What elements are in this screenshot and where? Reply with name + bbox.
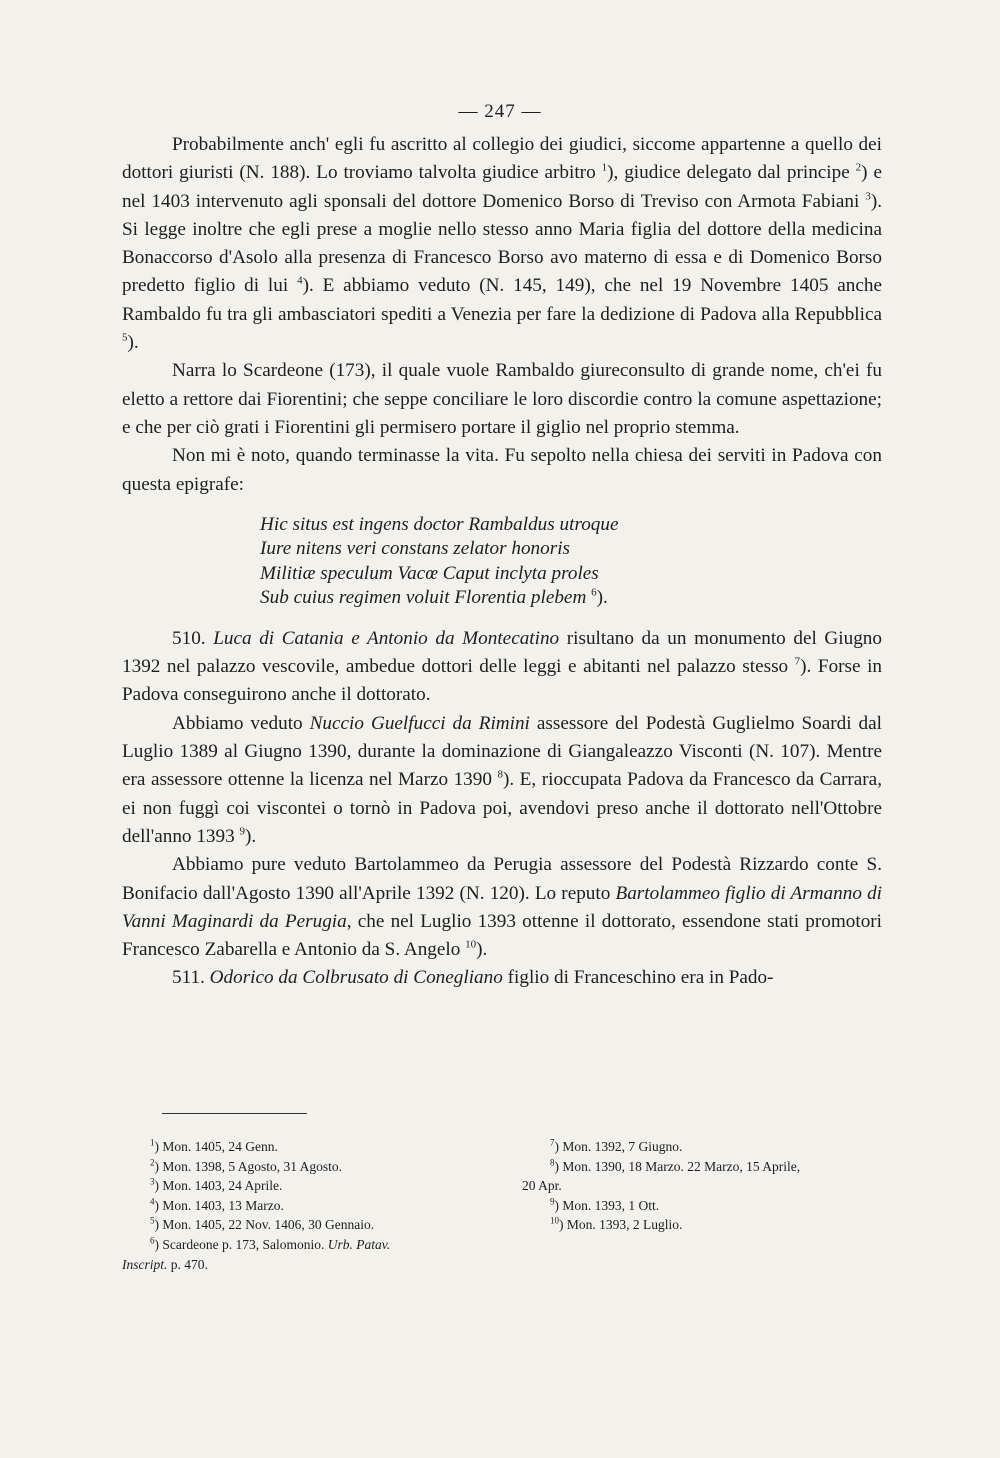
footnote-text: ) Mon. 1390, 18 Marzo. 22 Marzo, 15 Aprile,: [554, 1158, 801, 1174]
page-number: — 247 —: [458, 101, 542, 122]
paragraphs-after-epigraph: [122, 625, 882, 993]
footnote-number: 7: [550, 1137, 555, 1148]
footnote-italic: Inscript.: [122, 1256, 168, 1272]
epigraph-tail: ).: [596, 587, 608, 609]
italic-name: Bartolammeo figlio di Armanno di Vanni Maginardi da Perugia: [122, 882, 882, 932]
paragraph-p3: [122, 442, 882, 499]
text-run: ). E abbiamo veduto (N. 145, 149), che nel 19 Novembre 1405 anche Rambaldo fu tra gli ambasciatori spediti a Venezia per fare la dedizione di Padova alla Repubblica: [122, 275, 883, 325]
text-run: ) e nel 1403 intervenuto agli sponsali del dottore Domenico Borso di Treviso con Armota Fabiani: [122, 162, 882, 212]
footnote-text: ) Mon. 1392, 7 Giugno.: [554, 1139, 683, 1154]
epigraph: [260, 513, 882, 611]
text-run: 511.: [172, 967, 210, 989]
text-run: , che nel Luglio 1393 ottenne il dottorato, essendone stati promotori Francesco Zabarella e Antonio da S. Angelo: [122, 910, 883, 961]
footnotes-right-column: [522, 1137, 892, 1235]
footnote-text: ) Mon. 1403, 24 Aprile.: [154, 1178, 283, 1194]
paragraphs-before-epigraph: [122, 131, 882, 499]
footnote-ref: 6: [591, 586, 597, 599]
footnote-text: p. 470.: [167, 1256, 208, 1272]
text-run: ). E, rioccupata Padova da Francesco da Carrara, ei non fuggì coi viscontei o tornò in Padova poi, avendovi preso anche il dottorato nell'Ottobre dell'anno 1393: [122, 769, 882, 847]
footnote-divider: [162, 1113, 307, 1114]
footnote-item: [522, 1157, 892, 1177]
footnote-ref: 8: [497, 768, 503, 781]
footnote-text: ) Mon. 1405, 24 Genn.: [154, 1139, 278, 1154]
footnote-item: [122, 1235, 502, 1255]
footnote-number: 6: [150, 1235, 155, 1246]
paragraph-p510: [122, 625, 882, 710]
footnote-item: [122, 1137, 502, 1157]
footnote-text: ) Mon. 1393, 2 Luglio.: [559, 1217, 683, 1233]
footnote-number: 2: [150, 1157, 155, 1168]
footnote-text: ) Mon. 1405, 22 Nov. 1406, 30 Gennaio.: [154, 1217, 375, 1233]
footnote-ref: 9: [239, 825, 245, 838]
text-run: figlio di Franceschino era in Pado-: [502, 967, 774, 989]
epigraph-line: [260, 513, 882, 538]
footnote-item: [522, 1137, 892, 1157]
paragraph-p2: [122, 357, 882, 442]
text-run: Non mi è noto, quando terminasse la vita. Fu sepolto nella chiesa dei serviti in Padova con questa epigrafe:: [122, 445, 882, 495]
footnote-number: 9: [550, 1196, 555, 1207]
footnote-ref: 5: [122, 331, 128, 344]
footnote-italic: Urb. Patav.: [327, 1236, 391, 1252]
footnote-item: [522, 1215, 892, 1235]
text-run: Probabilmente anch' egli fu ascritto al collegio dei giudici, siccome appartenne a quello dei dottori giuristi (N. 188). Lo troviamo talvolta giudice arbitro: [122, 134, 882, 184]
footnote-ref: 1: [601, 161, 608, 174]
paragraph-p510c: [122, 851, 882, 964]
text-run: ). Forse in Padova conseguirono anche il dottorato.: [122, 656, 883, 706]
epigraph-text: Hic situs est ingens doctor Rambaldus utroque: [260, 513, 619, 535]
italic-name: Luca di Catania e Antonio da Montecatino: [213, 627, 560, 649]
epigraph-line: [260, 562, 882, 587]
text-run: Narra lo Scardeone (173), il quale vuole Rambaldo giureconsulto di grande nome, ch'ei fu eletto a rettore dai Fiorentini; che seppe conciliare le loro discordie contro la comune aspettazione; e che per ciò grati i Fiorentini gli permisero portare il giglio nel proprio stemma.: [122, 360, 882, 438]
text-run: ).: [245, 825, 257, 847]
paragraph-p510b: [122, 710, 882, 851]
text-run: ), giudice delegato dal principe: [607, 162, 856, 184]
footnote-item: [122, 1215, 502, 1235]
footnote-text: ) Mon. 1403, 13 Marzo.: [154, 1197, 284, 1213]
text-run: 510.: [172, 627, 214, 649]
footnote-ref: 10: [465, 938, 477, 951]
text-run: ).: [476, 939, 488, 961]
footnote-continuation: [522, 1176, 892, 1196]
footnote-number: 10: [550, 1215, 559, 1226]
footnote-continuation: [122, 1255, 502, 1275]
body-text: [122, 131, 882, 993]
footnote-text: ) Mon. 1398, 5 Agosto, 31 Agosto.: [154, 1158, 343, 1174]
epigraph-text: Militiæ speculum Vacœ Caput inclyta proles: [260, 562, 599, 584]
text-run: Abbiamo veduto: [172, 712, 310, 734]
epigraph-text: Sub cuius regimen voluit Florentia plebem: [260, 587, 592, 609]
footnote-ref: 2: [855, 161, 862, 174]
footnote-item: [122, 1176, 502, 1196]
footnote-ref: 7: [794, 655, 801, 668]
footnote-ref: 3: [865, 190, 871, 203]
footnote-item: [122, 1157, 502, 1177]
paragraph-p1: [122, 131, 882, 357]
text-run: assessore del Podestà Guglielmo Soardi dal Luglio 1389 al Giugno 1390, durante la dominazione di Giangaleazzo Visconti (N. 107). Mentre era assessore ottenne la licenza nel Marzo 1390: [122, 712, 882, 791]
footnote-text: ) Mon. 1393, 1 Ott.: [554, 1197, 660, 1213]
text-run: ). Si legge inoltre che egli prese a moglie nello stesso anno Maria figlia del dottore della medicina Bonaccorso d'Asolo alla presenza di Francesco Borso avo materno di essa e di Domenico Borso predetto figlio di lui: [122, 190, 882, 297]
footnote-ref: 4: [297, 275, 303, 288]
epigraph-line: [260, 586, 882, 611]
epigraph-line: [260, 537, 882, 562]
text-run: Abbiamo pure veduto Bartolammeo da Perugia assessore del Podestà Rizzardo conte S. Bonifacio dall'Agosto 1390 all'Aprile 1392 (N. 120). Lo reputo: [122, 854, 882, 904]
text-run: ).: [127, 332, 139, 354]
italic-name: Nuccio Guelfucci da Rimini: [309, 712, 530, 734]
text-run: risultano da un monumento del Giugno 1392 nel palazzo vescovile, ambedue dottori delle leggi e abitanti nel palazzo stesso: [122, 627, 882, 678]
footnote-number: 5: [150, 1215, 155, 1226]
footnote-item: [122, 1196, 502, 1216]
footnote-number: 4: [150, 1196, 155, 1207]
epigraph-text: Iure nitens veri constans zelator honoris: [260, 538, 570, 560]
paragraph-p511: [122, 964, 882, 992]
footnote-number: 3: [150, 1176, 155, 1187]
footnote-number: 1: [150, 1137, 155, 1148]
italic-name: Odorico da Colbrusato di Conegliano: [209, 967, 503, 989]
footnote-number: 8: [550, 1157, 555, 1168]
footnote-text: 20 Apr.: [522, 1178, 562, 1194]
footnote-item: [522, 1196, 892, 1216]
footnotes-left-column: [122, 1137, 502, 1274]
footnote-text: ) Scardeone p. 173, Salomonio.: [154, 1236, 328, 1252]
